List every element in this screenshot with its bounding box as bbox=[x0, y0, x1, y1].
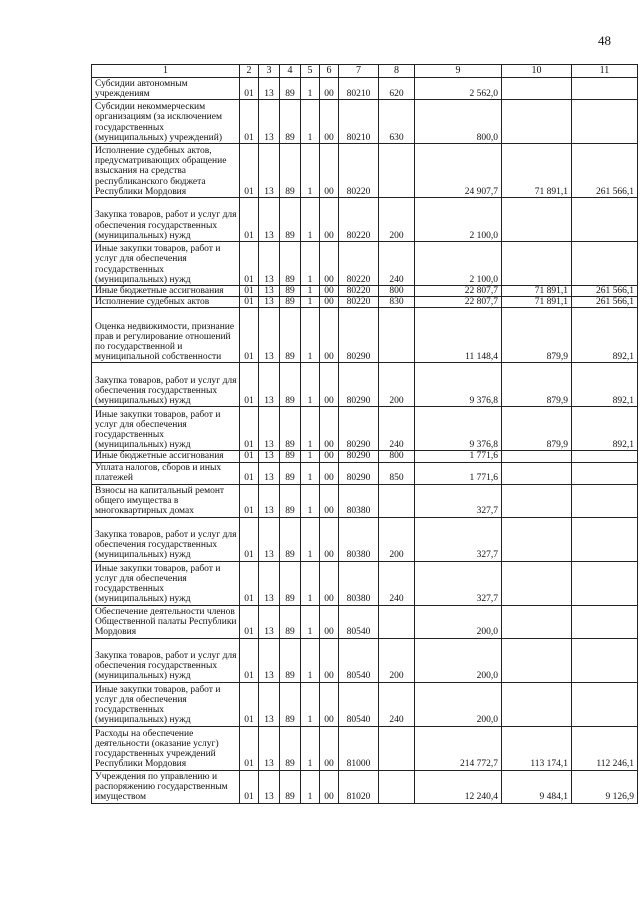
cell-expense-type bbox=[379, 770, 415, 803]
cell-amount-year3 bbox=[572, 484, 638, 517]
cell-amount-year3: 261 566,1 bbox=[572, 297, 638, 308]
cell-target-item: 80220 bbox=[339, 242, 379, 286]
cell-program: 89 bbox=[280, 286, 301, 297]
cell-program: 89 bbox=[280, 605, 301, 638]
cell-amount-year3 bbox=[572, 100, 638, 144]
cell-amount-year2: 9 484,1 bbox=[502, 770, 572, 803]
cell-amount-year3 bbox=[572, 605, 638, 638]
cell-amount-year2 bbox=[502, 100, 572, 144]
cell-subsection: 13 bbox=[259, 451, 280, 462]
cell-event-group: 00 bbox=[320, 682, 339, 726]
cell-event-group: 00 bbox=[320, 638, 339, 682]
budget-table bbox=[91, 64, 638, 804]
cell-event-group: 00 bbox=[320, 286, 339, 297]
row-name: Исполнение судебных актов, предусматривающих обращение взыскания на средства республиканского бюджета Республики Мордовия bbox=[92, 144, 240, 198]
cell-subprogram: 1 bbox=[301, 242, 320, 286]
cell-subsection: 13 bbox=[259, 100, 280, 144]
cell-subprogram: 1 bbox=[301, 726, 320, 770]
cell-amount-year3: 261 566,1 bbox=[572, 286, 638, 297]
cell-section: 01 bbox=[240, 100, 259, 144]
cell-expense-type: 830 bbox=[379, 297, 415, 308]
cell-amount-year3 bbox=[572, 242, 638, 286]
row-name: Закупка товаров, работ и услуг для обеспечения государственных (муниципальных) нужд bbox=[92, 638, 240, 682]
table-row bbox=[92, 363, 638, 407]
cell-subsection: 13 bbox=[259, 517, 280, 561]
cell-event-group: 00 bbox=[320, 605, 339, 638]
row-name: Иные бюджетные ассигнования bbox=[92, 451, 240, 462]
cell-program: 89 bbox=[280, 451, 301, 462]
page-number: 48 bbox=[598, 33, 611, 48]
row-name: Взносы на капитальный ремонт общего имущества в многоквартирных домах bbox=[92, 484, 240, 517]
col-header: 8 bbox=[379, 65, 415, 78]
cell-section: 01 bbox=[240, 638, 259, 682]
cell-amount-year1: 11 148,4 bbox=[415, 308, 502, 363]
cell-section: 01 bbox=[240, 682, 259, 726]
cell-subsection: 13 bbox=[259, 638, 280, 682]
cell-amount-year1: 327,7 bbox=[415, 484, 502, 517]
cell-program: 89 bbox=[280, 242, 301, 286]
cell-amount-year3 bbox=[572, 78, 638, 100]
cell-amount-year2: 71 891,1 bbox=[502, 144, 572, 198]
cell-program: 89 bbox=[280, 144, 301, 198]
cell-program: 89 bbox=[280, 682, 301, 726]
cell-amount-year1: 9 376,8 bbox=[415, 407, 502, 451]
cell-subprogram: 1 bbox=[301, 462, 320, 484]
cell-event-group: 00 bbox=[320, 407, 339, 451]
cell-program: 89 bbox=[280, 770, 301, 803]
cell-subprogram: 1 bbox=[301, 363, 320, 407]
cell-expense-type: 200 bbox=[379, 198, 415, 242]
cell-event-group: 00 bbox=[320, 100, 339, 144]
cell-target-item: 80380 bbox=[339, 517, 379, 561]
cell-expense-type bbox=[379, 308, 415, 363]
cell-section: 01 bbox=[240, 144, 259, 198]
cell-amount-year2 bbox=[502, 638, 572, 682]
col-header: 3 bbox=[259, 65, 280, 78]
cell-subsection: 13 bbox=[259, 363, 280, 407]
table-row bbox=[92, 407, 638, 451]
cell-subprogram: 1 bbox=[301, 407, 320, 451]
cell-amount-year2: 879,9 bbox=[502, 363, 572, 407]
cell-target-item: 81020 bbox=[339, 770, 379, 803]
row-name: Исполнение судебных актов bbox=[92, 297, 240, 308]
cell-amount-year3 bbox=[572, 682, 638, 726]
cell-amount-year2 bbox=[502, 198, 572, 242]
table-row bbox=[92, 561, 638, 605]
table-row bbox=[92, 770, 638, 803]
cell-subprogram: 1 bbox=[301, 484, 320, 517]
cell-subprogram: 1 bbox=[301, 286, 320, 297]
cell-section: 01 bbox=[240, 297, 259, 308]
cell-expense-type: 850 bbox=[379, 462, 415, 484]
row-name: Иные закупки товаров, работ и услуг для обеспечения государственных (муниципальных) нужд bbox=[92, 242, 240, 286]
table-row bbox=[92, 242, 638, 286]
table-row bbox=[92, 286, 638, 297]
cell-target-item: 81000 bbox=[339, 726, 379, 770]
cell-program: 89 bbox=[280, 638, 301, 682]
cell-subprogram: 1 bbox=[301, 517, 320, 561]
cell-section: 01 bbox=[240, 770, 259, 803]
col-header: 6 bbox=[320, 65, 339, 78]
cell-expense-type: 240 bbox=[379, 242, 415, 286]
cell-target-item: 80380 bbox=[339, 484, 379, 517]
cell-subprogram: 1 bbox=[301, 605, 320, 638]
cell-target-item: 80220 bbox=[339, 297, 379, 308]
cell-program: 89 bbox=[280, 308, 301, 363]
cell-amount-year2: 71 891,1 bbox=[502, 286, 572, 297]
row-name: Учреждения по управлению и распоряжению государственным имуществом bbox=[92, 770, 240, 803]
cell-expense-type: 240 bbox=[379, 682, 415, 726]
cell-amount-year3: 892,1 bbox=[572, 363, 638, 407]
cell-section: 01 bbox=[240, 517, 259, 561]
cell-program: 89 bbox=[280, 198, 301, 242]
cell-subsection: 13 bbox=[259, 144, 280, 198]
cell-subsection: 13 bbox=[259, 407, 280, 451]
cell-expense-type: 630 bbox=[379, 100, 415, 144]
cell-amount-year1: 22 807,7 bbox=[415, 286, 502, 297]
table-row bbox=[92, 638, 638, 682]
cell-amount-year2: 879,9 bbox=[502, 407, 572, 451]
cell-event-group: 00 bbox=[320, 144, 339, 198]
col-header: 2 bbox=[240, 65, 259, 78]
table-row bbox=[92, 517, 638, 561]
cell-section: 01 bbox=[240, 561, 259, 605]
cell-expense-type bbox=[379, 726, 415, 770]
cell-event-group: 00 bbox=[320, 198, 339, 242]
cell-target-item: 80290 bbox=[339, 451, 379, 462]
cell-subsection: 13 bbox=[259, 484, 280, 517]
cell-subsection: 13 bbox=[259, 308, 280, 363]
cell-section: 01 bbox=[240, 451, 259, 462]
col-header: 10 bbox=[502, 65, 572, 78]
row-name: Иные бюджетные ассигнования bbox=[92, 286, 240, 297]
cell-subprogram: 1 bbox=[301, 297, 320, 308]
cell-expense-type: 200 bbox=[379, 363, 415, 407]
cell-amount-year1: 1 771,6 bbox=[415, 451, 502, 462]
cell-target-item: 80210 bbox=[339, 78, 379, 100]
cell-amount-year2: 71 891,1 bbox=[502, 297, 572, 308]
cell-amount-year2 bbox=[502, 451, 572, 462]
cell-subprogram: 1 bbox=[301, 770, 320, 803]
row-name: Оценка недвижимости, признание прав и регулирование отношений по государственной и муниципальной собственности bbox=[92, 308, 240, 363]
cell-section: 01 bbox=[240, 605, 259, 638]
table-row bbox=[92, 451, 638, 462]
cell-target-item: 80290 bbox=[339, 407, 379, 451]
cell-section: 01 bbox=[240, 242, 259, 286]
cell-subsection: 13 bbox=[259, 286, 280, 297]
cell-section: 01 bbox=[240, 726, 259, 770]
cell-expense-type bbox=[379, 144, 415, 198]
cell-target-item: 80220 bbox=[339, 286, 379, 297]
cell-section: 01 bbox=[240, 363, 259, 407]
cell-event-group: 00 bbox=[320, 308, 339, 363]
cell-amount-year3 bbox=[572, 561, 638, 605]
table-row bbox=[92, 297, 638, 308]
table-row bbox=[92, 726, 638, 770]
table-row bbox=[92, 144, 638, 198]
table-row bbox=[92, 462, 638, 484]
cell-event-group: 00 bbox=[320, 78, 339, 100]
cell-event-group: 00 bbox=[320, 451, 339, 462]
cell-amount-year1: 22 807,7 bbox=[415, 297, 502, 308]
cell-expense-type: 240 bbox=[379, 561, 415, 605]
row-name: Субсидии автономным учреждениям bbox=[92, 78, 240, 100]
cell-target-item: 80210 bbox=[339, 100, 379, 144]
cell-amount-year3 bbox=[572, 451, 638, 462]
cell-target-item: 80540 bbox=[339, 682, 379, 726]
table-header-row bbox=[92, 65, 638, 78]
cell-program: 89 bbox=[280, 363, 301, 407]
cell-amount-year2 bbox=[502, 517, 572, 561]
cell-section: 01 bbox=[240, 484, 259, 517]
col-header: 5 bbox=[301, 65, 320, 78]
cell-amount-year3: 9 126,9 bbox=[572, 770, 638, 803]
cell-subprogram: 1 bbox=[301, 78, 320, 100]
cell-section: 01 bbox=[240, 286, 259, 297]
cell-section: 01 bbox=[240, 198, 259, 242]
cell-amount-year2: 113 174,1 bbox=[502, 726, 572, 770]
cell-amount-year2 bbox=[502, 682, 572, 726]
table-row bbox=[92, 682, 638, 726]
cell-target-item: 80220 bbox=[339, 144, 379, 198]
cell-event-group: 00 bbox=[320, 561, 339, 605]
table-row bbox=[92, 78, 638, 100]
cell-subsection: 13 bbox=[259, 78, 280, 100]
cell-subprogram: 1 bbox=[301, 308, 320, 363]
row-name: Закупка товаров, работ и услуг для обеспечения государственных (муниципальных) нужд bbox=[92, 363, 240, 407]
cell-section: 01 bbox=[240, 407, 259, 451]
cell-expense-type: 200 bbox=[379, 517, 415, 561]
cell-expense-type: 240 bbox=[379, 407, 415, 451]
cell-amount-year1: 9 376,8 bbox=[415, 363, 502, 407]
cell-program: 89 bbox=[280, 561, 301, 605]
row-name: Уплата налогов, сборов и иных платежей bbox=[92, 462, 240, 484]
cell-program: 89 bbox=[280, 100, 301, 144]
cell-event-group: 00 bbox=[320, 363, 339, 407]
cell-amount-year1: 200,0 bbox=[415, 682, 502, 726]
cell-subsection: 13 bbox=[259, 198, 280, 242]
cell-event-group: 00 bbox=[320, 484, 339, 517]
cell-target-item: 80380 bbox=[339, 561, 379, 605]
col-header: 7 bbox=[339, 65, 379, 78]
cell-amount-year1: 24 907,7 bbox=[415, 144, 502, 198]
table-row bbox=[92, 198, 638, 242]
cell-subprogram: 1 bbox=[301, 638, 320, 682]
cell-expense-type bbox=[379, 605, 415, 638]
cell-target-item: 80540 bbox=[339, 605, 379, 638]
row-name: Обеспечение деятельности членов Общественной палаты Республики Мордовия bbox=[92, 605, 240, 638]
cell-amount-year3: 112 246,1 bbox=[572, 726, 638, 770]
table-row bbox=[92, 100, 638, 144]
row-name: Иные закупки товаров, работ и услуг для обеспечения государственных (муниципальных) нужд bbox=[92, 407, 240, 451]
cell-target-item: 80290 bbox=[339, 308, 379, 363]
cell-program: 89 bbox=[280, 78, 301, 100]
cell-amount-year1: 2 100,0 bbox=[415, 242, 502, 286]
cell-subsection: 13 bbox=[259, 561, 280, 605]
cell-program: 89 bbox=[280, 484, 301, 517]
cell-subsection: 13 bbox=[259, 462, 280, 484]
cell-subsection: 13 bbox=[259, 682, 280, 726]
cell-subprogram: 1 bbox=[301, 198, 320, 242]
row-name: Закупка товаров, работ и услуг для обеспечения государственных (муниципальных) нужд bbox=[92, 198, 240, 242]
cell-event-group: 00 bbox=[320, 770, 339, 803]
cell-event-group: 00 bbox=[320, 297, 339, 308]
cell-amount-year3 bbox=[572, 517, 638, 561]
cell-expense-type: 800 bbox=[379, 451, 415, 462]
cell-subprogram: 1 bbox=[301, 561, 320, 605]
col-header: 11 bbox=[572, 65, 638, 78]
cell-expense-type: 200 bbox=[379, 638, 415, 682]
cell-expense-type: 620 bbox=[379, 78, 415, 100]
row-name: Иные закупки товаров, работ и услуг для обеспечения государственных (муниципальных) нужд bbox=[92, 682, 240, 726]
cell-amount-year1: 200,0 bbox=[415, 605, 502, 638]
col-header: 9 bbox=[415, 65, 502, 78]
cell-amount-year3 bbox=[572, 198, 638, 242]
cell-event-group: 00 bbox=[320, 517, 339, 561]
cell-amount-year3: 261 566,1 bbox=[572, 144, 638, 198]
col-header: 1 bbox=[92, 65, 240, 78]
cell-target-item: 80290 bbox=[339, 462, 379, 484]
table-row bbox=[92, 308, 638, 363]
row-name: Субсидии некоммерческим организациям (за исключением государственных (муниципальных) учреждений) bbox=[92, 100, 240, 144]
cell-program: 89 bbox=[280, 726, 301, 770]
cell-event-group: 00 bbox=[320, 242, 339, 286]
cell-amount-year1: 800,0 bbox=[415, 100, 502, 144]
cell-program: 89 bbox=[280, 297, 301, 308]
cell-subsection: 13 bbox=[259, 242, 280, 286]
cell-expense-type: 800 bbox=[379, 286, 415, 297]
cell-section: 01 bbox=[240, 308, 259, 363]
cell-amount-year1: 2 100,0 bbox=[415, 198, 502, 242]
cell-subsection: 13 bbox=[259, 770, 280, 803]
cell-target-item: 80220 bbox=[339, 198, 379, 242]
cell-expense-type bbox=[379, 484, 415, 517]
cell-amount-year2 bbox=[502, 242, 572, 286]
cell-amount-year1: 327,7 bbox=[415, 561, 502, 605]
cell-amount-year3 bbox=[572, 462, 638, 484]
cell-section: 01 bbox=[240, 78, 259, 100]
cell-subsection: 13 bbox=[259, 297, 280, 308]
cell-amount-year2 bbox=[502, 561, 572, 605]
cell-subprogram: 1 bbox=[301, 100, 320, 144]
cell-amount-year3: 892,1 bbox=[572, 308, 638, 363]
cell-amount-year2 bbox=[502, 484, 572, 517]
cell-amount-year2: 879,9 bbox=[502, 308, 572, 363]
cell-amount-year2 bbox=[502, 78, 572, 100]
row-name: Иные закупки товаров, работ и услуг для обеспечения государственных (муниципальных) нужд bbox=[92, 561, 240, 605]
cell-section: 01 bbox=[240, 462, 259, 484]
cell-amount-year1: 1 771,6 bbox=[415, 462, 502, 484]
row-name: Закупка товаров, работ и услуг для обеспечения государственных (муниципальных) нужд bbox=[92, 517, 240, 561]
cell-amount-year1: 2 562,0 bbox=[415, 78, 502, 100]
cell-subsection: 13 bbox=[259, 605, 280, 638]
row-name: Расходы на обеспечение деятельности (оказание услуг) государственных учреждений Республики Мордовия bbox=[92, 726, 240, 770]
table-row bbox=[92, 605, 638, 638]
cell-target-item: 80290 bbox=[339, 363, 379, 407]
cell-subprogram: 1 bbox=[301, 451, 320, 462]
cell-event-group: 00 bbox=[320, 726, 339, 770]
cell-amount-year1: 12 240,4 bbox=[415, 770, 502, 803]
cell-program: 89 bbox=[280, 462, 301, 484]
cell-program: 89 bbox=[280, 407, 301, 451]
cell-subprogram: 1 bbox=[301, 144, 320, 198]
cell-event-group: 00 bbox=[320, 462, 339, 484]
cell-subsection: 13 bbox=[259, 726, 280, 770]
cell-program: 89 bbox=[280, 517, 301, 561]
cell-amount-year1: 327,7 bbox=[415, 517, 502, 561]
cell-amount-year2 bbox=[502, 605, 572, 638]
cell-amount-year3 bbox=[572, 638, 638, 682]
cell-subprogram: 1 bbox=[301, 682, 320, 726]
col-header: 4 bbox=[280, 65, 301, 78]
cell-amount-year1: 200,0 bbox=[415, 638, 502, 682]
cell-amount-year3: 892,1 bbox=[572, 407, 638, 451]
cell-amount-year1: 214 772,7 bbox=[415, 726, 502, 770]
cell-target-item: 80540 bbox=[339, 638, 379, 682]
table-row bbox=[92, 484, 638, 517]
cell-amount-year2 bbox=[502, 462, 572, 484]
